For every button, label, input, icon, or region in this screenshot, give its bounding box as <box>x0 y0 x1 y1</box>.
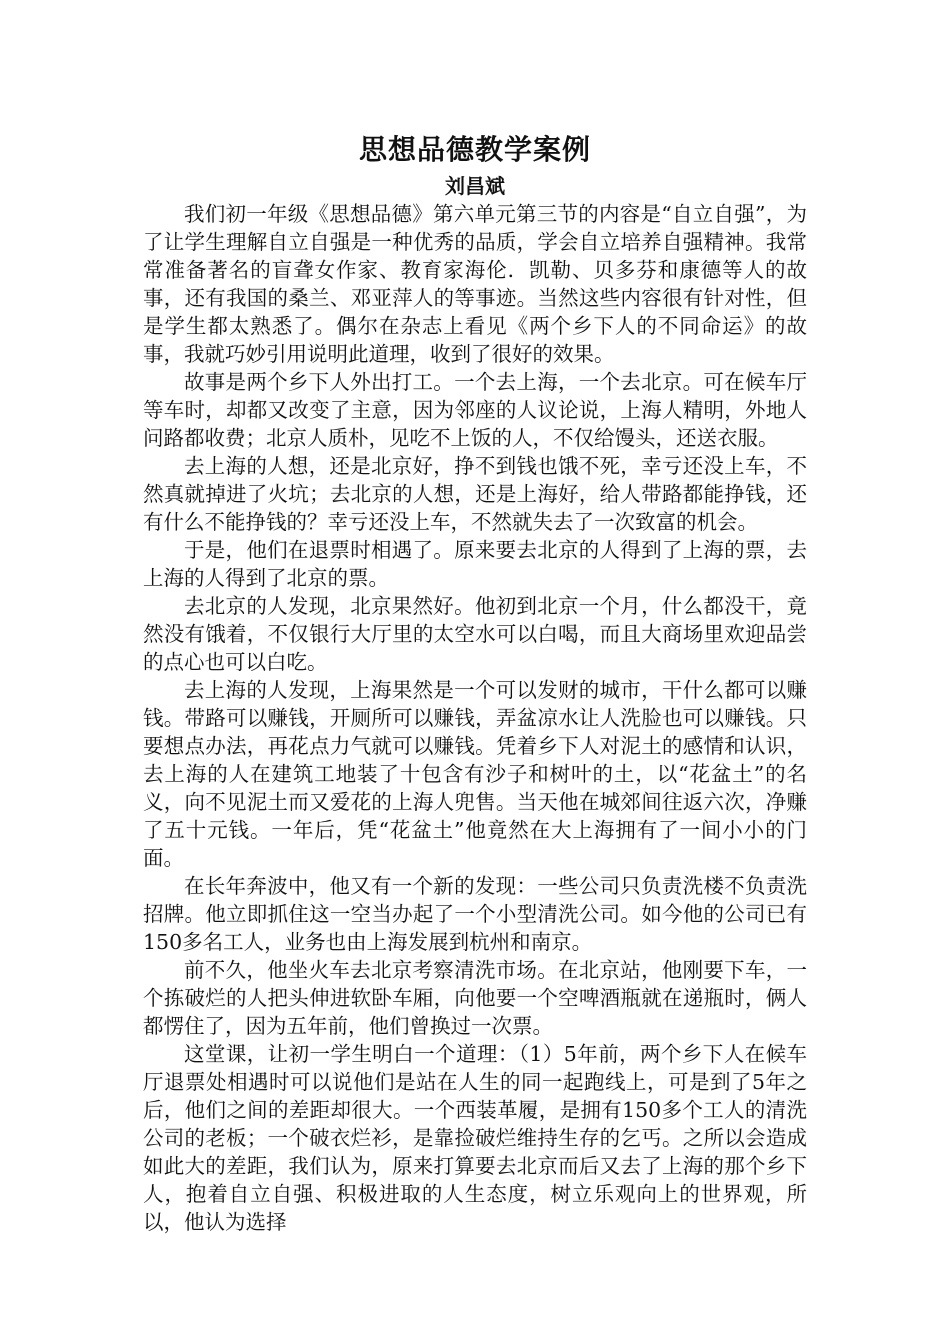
paragraph-2: 故事是两个乡下人外出打工。一个去上海，一个去北京。可在候车厅等车时，却都又改变了主意，因为邻座的人议论说，上海人精明，外地人问路都收费；北京人质朴，见吃不上饭的人，不仅给馒头，还送衣服。 <box>143 370 807 450</box>
document-title: 思想品德教学案例 <box>358 133 591 166</box>
document-author: 刘昌斌 <box>445 174 505 198</box>
paragraph-1: 我们初一年级《思想品德》第六单元第三节的内容是“自立自强”，为了让学生理解自立自强是一种优秀的品质，学会自立培养自强精神。我常常准备著名的盲聋女作家、教育家海伦．凯勒、贝多芬和康德等人的故事，还有我国的桑兰、邓亚萍人的等事迹。当然这些内容很有针对性，但是学生都太熟悉了。偶尔在杂志上看见《两个乡下人的不同命运》的故事，我就巧妙引用说明此道理，收到了很好的效果。 <box>143 202 807 366</box>
document-page <box>143 130 807 1236</box>
paragraph-8: 前不久，他坐火车去北京考察清洗市场。在北京站，他刚要下车，一个拣破烂的人把头伸进软卧车厢，向他要一个空啤酒瓶就在递瓶时，俩人都愣住了，因为五年前，他们曾换过一次票。 <box>143 958 807 1038</box>
paragraph-4: 于是，他们在退票时相遇了。原来要去北京的人得到了上海的票，去上海的人得到了北京的票。 <box>143 538 807 590</box>
paragraph-3: 去上海的人想，还是北京好，挣不到钱也饿不死，幸亏还没上车，不然真就掉进了火坑；去北京的人想，还是上海好，给人带路都能挣钱，还有什么不能挣钱的？幸亏还没上车，不然就失去了一次致富的机会。 <box>143 454 807 534</box>
paragraph-6: 去上海的人发现，上海果然是一个可以发财的城市，干什么都可以赚钱。带路可以赚钱，开厕所可以赚钱，弄盆凉水让人洗脸也可以赚钱。只要想点办法，再花点力气就可以赚钱。凭着乡下人对泥土的感情和认识，去上海的人在建筑工地装了十包含有沙子和树叶的土，以“花盆土”的名义，向不见泥土而又爱花的上海人兜售。当天他在城郊间往返六次，净赚了五十元钱。一年后，凭“花盆土”他竟然在大上海拥有了一间小小的门面。 <box>143 678 807 870</box>
paragraph-5: 去北京的人发现，北京果然好。他初到北京一个月，什么都没干，竟然没有饿着，不仅银行大厅里的太空水可以白喝，而且大商场里欢迎品尝的点心也可以白吃。 <box>143 594 807 674</box>
document-body <box>143 200 807 1236</box>
paragraph-7: 在长年奔波中，他又有一个新的发现：一些公司只负责洗楼不负责洗招牌。他立即抓住这一空当办起了一个小型清洗公司。如今他的公司已有150多名工人，业务也由上海发展到杭州和南京。 <box>143 874 807 954</box>
paragraph-9: 这堂课，让初一学生明白一个道理：（1）5年前，两个乡下人在候车厅退票处相遇时可以说他们是站在人生的同一起跑线上，可是到了5年之后，他们之间的差距却很大。一个西装革履，是拥有150多个工人的清洗公司的老板；一个破衣烂衫，是靠捡破烂维持生存的乞丐。之所以会造成如此大的差距，我们认为，原来打算要去北京而后又去了上海的那个乡下人，抱着自立自强、积极进取的人生态度，树立乐观向上的世界观，所以，他认为选择 <box>143 1042 807 1234</box>
